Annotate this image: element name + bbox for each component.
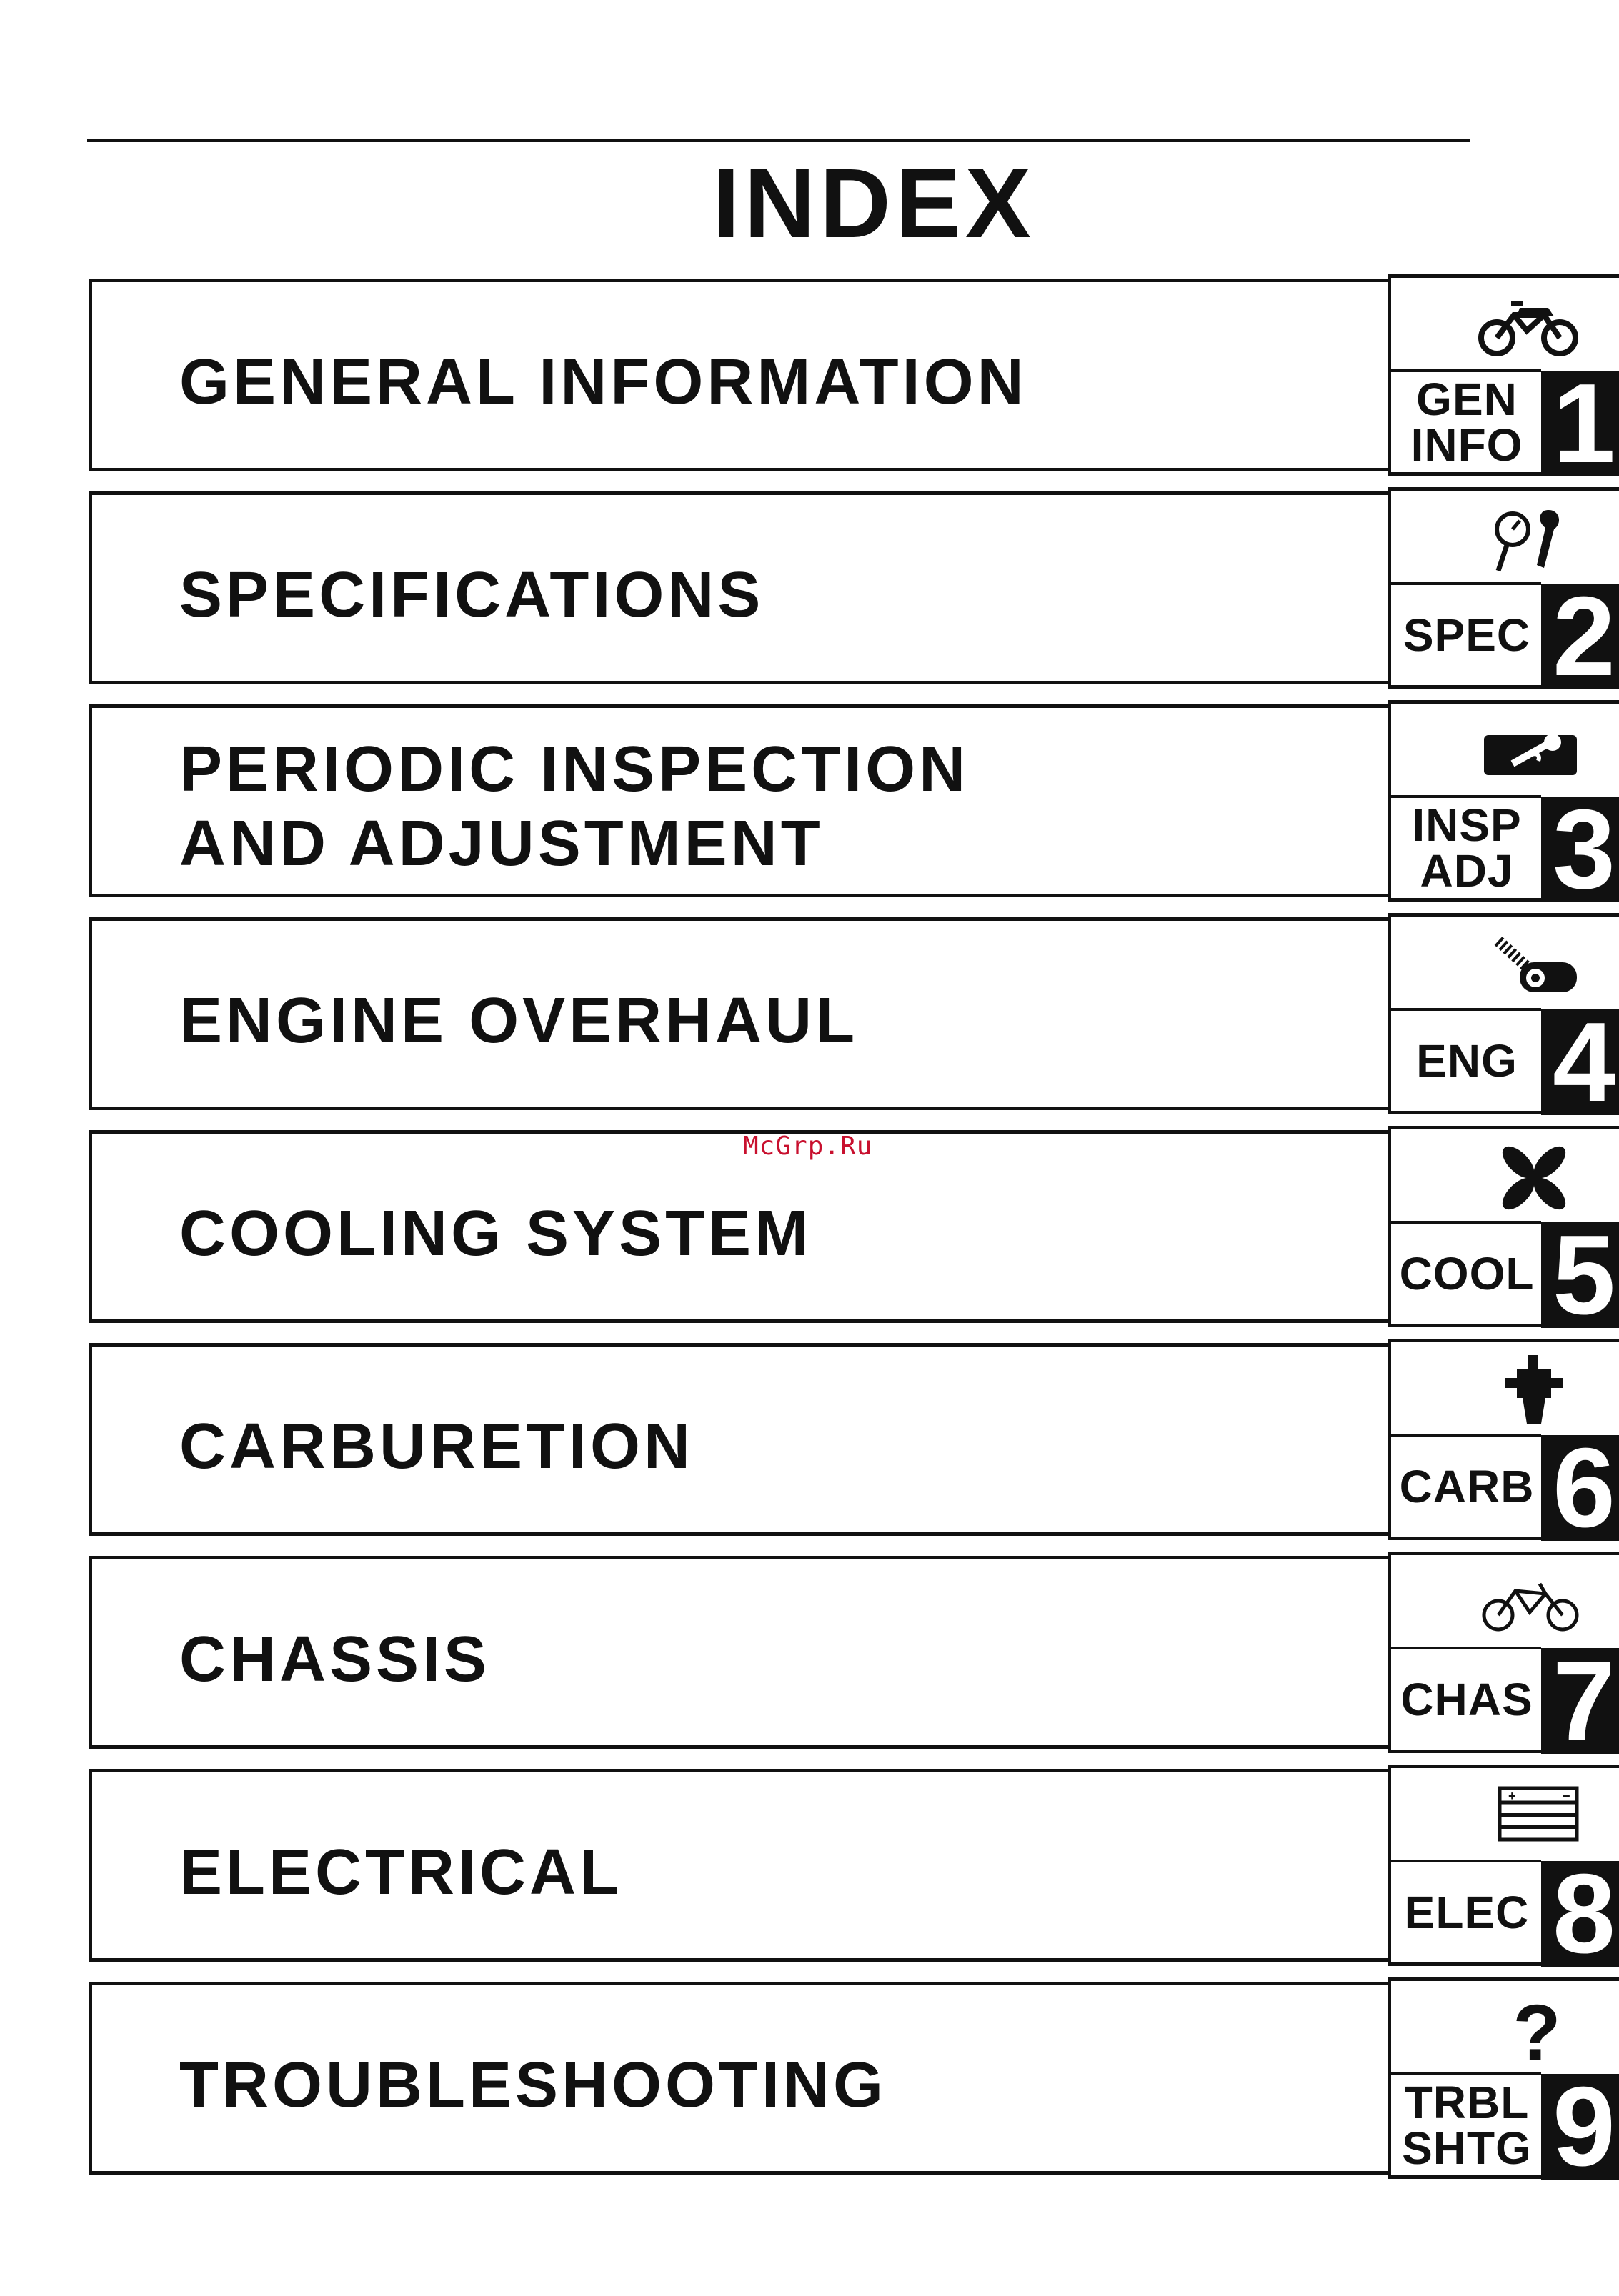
section-box[interactable] — [89, 1556, 1388, 1749]
section-box[interactable] — [89, 1769, 1388, 1962]
section-tab-trbl-shtg[interactable] — [1388, 1977, 1619, 2179]
section-number: 8 — [1541, 1861, 1619, 1967]
section-abbr: ENG — [1416, 1035, 1518, 1087]
tab-divider — [1391, 795, 1541, 798]
section-number: 6 — [1541, 1435, 1619, 1541]
section-abbr: INSP ADJ — [1412, 799, 1522, 897]
section-tab-carb[interactable] — [1388, 1339, 1619, 1540]
section-label: COOLING SYSTEM — [179, 1198, 812, 1269]
gauge-wrench-icon — [1470, 501, 1584, 575]
tab-divider — [1391, 2072, 1541, 2075]
tab-divider — [1391, 1860, 1541, 1862]
section-label: PERIODIC INSPECTION AND ADJUSTMENT — [179, 734, 970, 879]
section-abbr: ELEC — [1404, 1887, 1530, 1938]
index-row-troubleshooting[interactable] — [89, 1977, 1619, 2179]
tab-divider — [1391, 582, 1541, 585]
section-number: 4 — [1541, 1009, 1619, 1115]
section-number: 1 — [1541, 371, 1619, 476]
section-tab-elec[interactable] — [1388, 1765, 1619, 1966]
tab-divider — [1391, 369, 1541, 372]
section-label: GENERAL INFORMATION — [179, 346, 1027, 418]
section-tab-spec[interactable] — [1388, 487, 1619, 689]
svg-text:?: ? — [1513, 1991, 1561, 2065]
section-abbr: SPEC — [1403, 609, 1531, 661]
question-mark-icon — [1470, 1991, 1584, 2065]
section-box[interactable] — [89, 1343, 1388, 1536]
section-abbr: COOL — [1399, 1248, 1535, 1299]
motorcycle-icon — [1470, 288, 1584, 362]
section-label: TROUBLESHOOTING — [179, 2050, 887, 2121]
index-row-specifications[interactable] — [89, 487, 1619, 689]
section-number: 7 — [1541, 1648, 1619, 1754]
top-rule — [87, 139, 1470, 142]
bike-frame-icon — [1470, 1565, 1584, 1639]
tab-divider — [1391, 1434, 1541, 1437]
section-abbr: TRBL SHTG — [1402, 2077, 1532, 2174]
section-abbr: CHAS — [1400, 1674, 1533, 1725]
section-label: SPECIFICATIONS — [179, 559, 764, 631]
section-box[interactable] — [89, 917, 1388, 1110]
fan-icon — [1470, 1139, 1584, 1214]
page-title: INDEX — [712, 149, 1035, 259]
section-tab-cool[interactable] — [1388, 1126, 1619, 1327]
hand-wrench-icon — [1470, 714, 1584, 788]
tab-divider — [1391, 1221, 1541, 1224]
section-number: 5 — [1541, 1222, 1619, 1328]
section-box[interactable] — [89, 1982, 1388, 2175]
section-label: ELECTRICAL — [179, 1837, 622, 1908]
section-abbr: GEN INFO — [1410, 374, 1523, 471]
tab-divider — [1391, 1647, 1541, 1649]
section-label: ENGINE OVERHAUL — [179, 985, 859, 1057]
svg-text:+: + — [1508, 1789, 1516, 1803]
section-number: 3 — [1541, 797, 1619, 902]
section-box[interactable] — [89, 704, 1388, 897]
section-tab-eng[interactable] — [1388, 913, 1619, 1114]
watermark: McGrp.Ru — [743, 1132, 873, 1161]
battery-icon — [1470, 1778, 1584, 1852]
section-tab-chas[interactable] — [1388, 1552, 1619, 1753]
piston-icon — [1470, 927, 1584, 1001]
section-box[interactable] — [89, 279, 1388, 471]
index-row-engine-overhaul[interactable] — [89, 913, 1619, 1114]
index-row-cooling-system[interactable] — [89, 1126, 1619, 1327]
section-label: CARBURETION — [179, 1411, 694, 1482]
section-abbr: CARB — [1399, 1461, 1535, 1512]
section-tab-gen-info[interactable] — [1388, 274, 1619, 476]
index-row-electrical[interactable] — [89, 1765, 1619, 1966]
section-box[interactable] — [89, 1130, 1388, 1323]
svg-text:−: − — [1563, 1789, 1570, 1803]
index-row-chassis[interactable] — [89, 1552, 1619, 1753]
tab-divider — [1391, 1008, 1541, 1011]
section-tab-insp-adj[interactable] — [1388, 700, 1619, 902]
section-number: 9 — [1541, 2074, 1619, 2180]
index-row-periodic-inspection[interactable] — [89, 700, 1619, 902]
section-label: CHASSIS — [179, 1624, 491, 1695]
carburetor-icon — [1470, 1352, 1584, 1427]
section-box[interactable] — [89, 491, 1388, 684]
index-row-general-information[interactable] — [89, 274, 1619, 476]
index-row-carburetion[interactable] — [89, 1339, 1619, 1540]
section-number: 2 — [1541, 584, 1619, 689]
